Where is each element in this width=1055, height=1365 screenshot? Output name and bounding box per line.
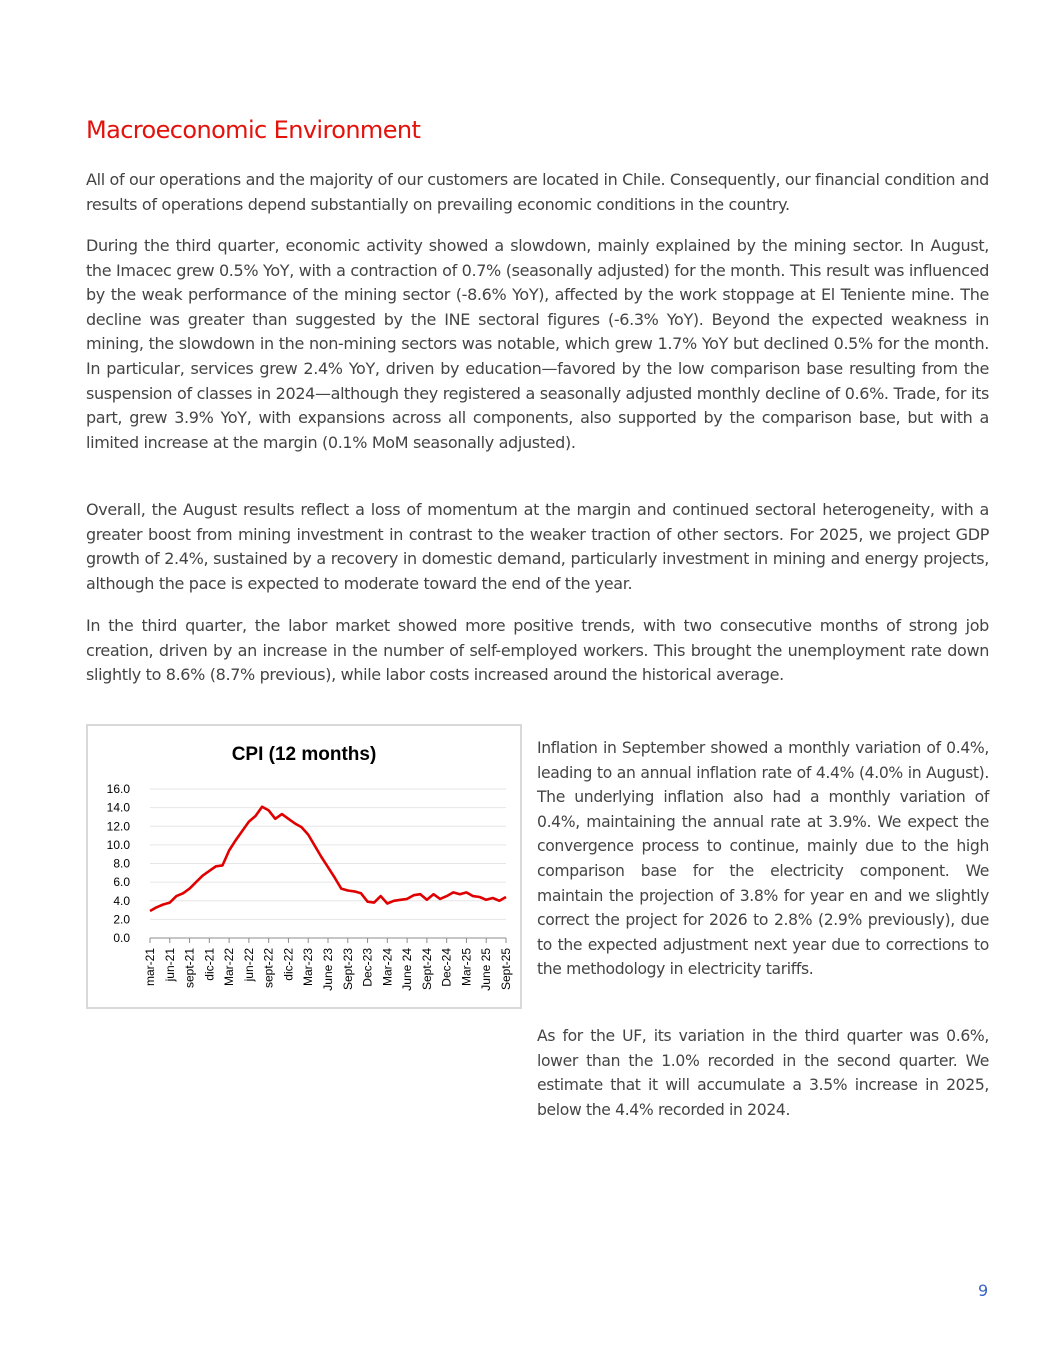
x-tick-label: mar-21: [143, 948, 157, 987]
x-tick-label: Dec-24: [439, 948, 454, 987]
cpi-chart: [86, 724, 522, 1009]
labor-market-paragraph: In the third quarter, the labor market showed more positive trends, with two consecutive months of strong job creation, driven by an increase in the number of self-employed workers. This brought the unemployment rate down slightly to 8.6% (8.7% previous), while labor costs increased around the historical average.: [86, 616, 989, 685]
chart-title: CPI (12 months): [231, 744, 377, 765]
gridlines: [150, 789, 506, 919]
y-tick-label: 16.0: [106, 782, 130, 796]
cpi-series-line: [150, 807, 506, 911]
x-tick-label: Mar-24: [380, 948, 395, 987]
x-tick-label: sept-21: [182, 948, 197, 989]
section-title: Macroeconomic Environment: [86, 116, 421, 144]
x-tick-label: dic-22: [281, 948, 296, 981]
x-tick-label: Dec-23: [360, 948, 375, 987]
x-tick-label: Sept-23: [340, 948, 355, 991]
y-axis-ticks: [107, 782, 131, 945]
y-tick-label: 14.0: [106, 800, 130, 815]
x-tick-label: June 25: [479, 948, 494, 991]
x-tick-label: June 23: [321, 948, 335, 991]
cpi-chart-svg: [88, 726, 520, 1007]
y-tick-label: 2.0: [113, 912, 130, 927]
x-tick-label: Mar-25: [459, 948, 474, 987]
page-number: 9: [978, 1281, 989, 1300]
x-tick-label: Mar-22: [222, 948, 237, 987]
inflation-paragraph: Inflation in September showed a monthly variation of 0.4%, leading to an annual inflation rate of 4.4% (4.0% in August). The underlying inflation also had a monthly variation of 0.4%, maintaining the annual rate at 3.9%. We expect the convergence process to continue, mainly due to the high comparison base for the electricity component. We maintain the projection of 3.8% for year en and we slightly correct the project for 2026 to 2.8% (2.9% previously), due to the expected adjustment next year due to corrections to the methodology in electricity tariffs.: [537, 739, 989, 979]
y-tick-label: 8.0: [113, 856, 130, 871]
x-tick-label: Mar-23: [301, 948, 316, 987]
economic-activity-paragraph: During the third quarter, economic activity showed a slowdown, mainly explained by the mining sector. In August, the Imacec grew 0.5% YoY, with a contraction of 0.7% (seasonally adjusted) for the month. This result was influenced by the weak performance of the mining sector (-8.6% YoY), affected by the work stoppage at El Teniente mine. The decline was greater than suggested by the INE sectoral figures (-6.3% YoY). Beyond the expected weakness in mining, the slowdown in the non-mining sectors was notable, which grew 1.7% YoY but declined 0.5% for the month. In particular, services grew 2.4% YoY, driven by education—favored by the low comparison base resulting from the suspension of classes in 2024—although they registered a seasonally adjusted monthly decline of 0.6%. Trade, for its part, grew 3.9% YoY, with expansions across all components, also supported by the comparison base, but with a limited increase at the margin (0.1% MoM seasonally adjusted).: [86, 236, 989, 452]
intro-paragraph: All of our operations and the majority of our customers are located in Chile. Consequently, our financial condition and results of operations depend substantially on prevailing economic conditions in the country.: [86, 170, 989, 214]
x-tick-label: jun-22: [241, 948, 256, 982]
y-tick-label: 6.0: [113, 875, 130, 890]
x-axis: [143, 938, 513, 991]
y-tick-label: 10.0: [106, 837, 130, 852]
x-tick-label: June 24: [400, 948, 415, 991]
y-tick-label: 0.0: [113, 931, 130, 945]
y-tick-label: 12.0: [106, 819, 130, 834]
y-tick-label: 4.0: [113, 893, 130, 908]
gdp-outlook-paragraph: Overall, the August results reflect a loss of momentum at the margin and continued sectoral heterogeneity, with a greater boost from mining investment in contrast to the weaker traction of other sectors. For 2025, we project GDP growth of 2.4%, sustained by a recovery in domestic demand, particularly investment in mining and energy projects, although the pace is expected to moderate toward the end of the year.: [86, 500, 989, 593]
x-tick-label: Sept-24: [419, 948, 434, 991]
x-tick-label: Sept-25: [499, 948, 513, 991]
x-tick-label: sept-22: [261, 948, 276, 989]
series-layer: [150, 807, 506, 911]
x-tick-label: jun-21: [162, 948, 177, 982]
uf-paragraph: As for the UF, its variation in the third quarter was 0.6%, lower than the 1.0% recorded in the second quarter. We estimate that it will accumulate a 3.5% increase in 2025, below the 4.4% recorded in 2024.: [537, 1027, 989, 1119]
x-tick-label: dic-21: [202, 948, 217, 981]
